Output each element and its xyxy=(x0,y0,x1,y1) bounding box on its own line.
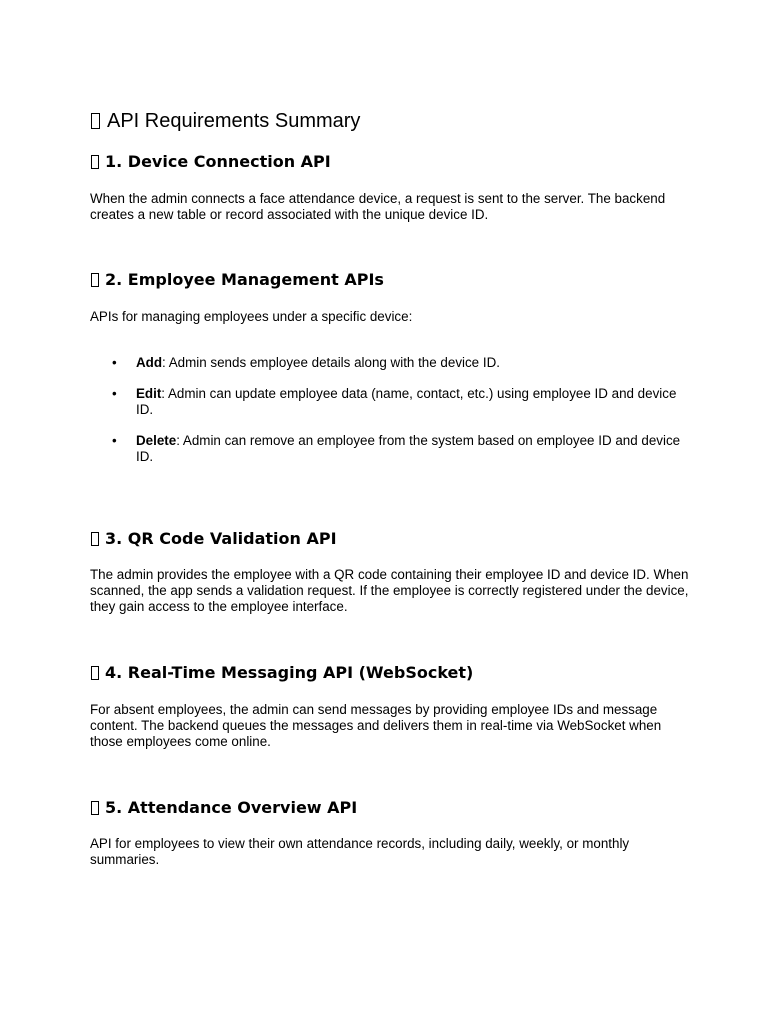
missing-glyph-icon xyxy=(91,801,99,815)
list-item-term: Edit xyxy=(136,386,162,401)
bullet-icon: • xyxy=(112,386,117,401)
employee-api-list xyxy=(90,355,690,480)
page-title xyxy=(91,108,360,134)
list-item-edit xyxy=(90,386,690,418)
missing-glyph-icon xyxy=(91,155,99,169)
section-heading-text: 1. Device Connection API xyxy=(105,152,331,171)
list-item-add xyxy=(90,355,690,371)
section-heading-attendance-overview xyxy=(91,797,357,819)
list-item-term: Add xyxy=(136,355,163,370)
missing-glyph-icon xyxy=(91,666,99,680)
missing-glyph-icon xyxy=(91,273,99,287)
section-heading-text: 2. Employee Management APIs xyxy=(105,270,384,289)
missing-glyph-icon xyxy=(91,113,100,129)
bullet-icon: • xyxy=(112,355,117,370)
section-heading-employee-management xyxy=(91,269,384,291)
section-heading-text: 3. QR Code Validation API xyxy=(105,529,337,548)
section-body-employee-management: APIs for managing employees under a specific device: xyxy=(90,309,413,324)
missing-glyph-icon xyxy=(91,532,99,546)
list-item-text: : Admin sends employee details along with the device ID. xyxy=(162,355,500,370)
section-heading-realtime-messaging xyxy=(91,662,473,684)
list-item-term: Delete xyxy=(136,433,177,448)
section-heading-text: 5. Attendance Overview API xyxy=(105,798,358,817)
section-heading-device-connection xyxy=(91,151,331,173)
section-body-device-connection: When the admin connects a face attendance device, a request is sent to the server. The backend creates a new table or record associated with the unique device ID. xyxy=(90,191,666,222)
page-title-text: API Requirements Summary xyxy=(107,110,361,132)
section-body-qr-validation: The admin provides the employee with a QR code containing their employee ID and device ID. When scanned, the app sends a validation request. If the employee is correctly registered under the device, they gain access to the employee interface. xyxy=(90,567,689,614)
section-heading-qr-validation xyxy=(91,528,337,550)
section-heading-text: 4. Real-Time Messaging API (WebSocket) xyxy=(105,663,474,682)
list-item-text: : Admin can update employee data (name, contact, etc.) using employee ID and device ID. xyxy=(136,386,677,417)
bullet-icon: • xyxy=(112,433,117,448)
section-body-realtime-messaging: For absent employees, the admin can send messages by providing employee IDs and message content. The backend queues the messages and delivers them in real-time via WebSocket when those employees come online. xyxy=(90,702,662,749)
list-item-delete xyxy=(90,433,690,465)
section-body-attendance-overview: API for employees to view their own attendance records, including daily, weekly, or monthly summaries. xyxy=(90,836,630,867)
list-item-text: : Admin can remove an employee from the system based on employee ID and device ID. xyxy=(136,433,681,464)
